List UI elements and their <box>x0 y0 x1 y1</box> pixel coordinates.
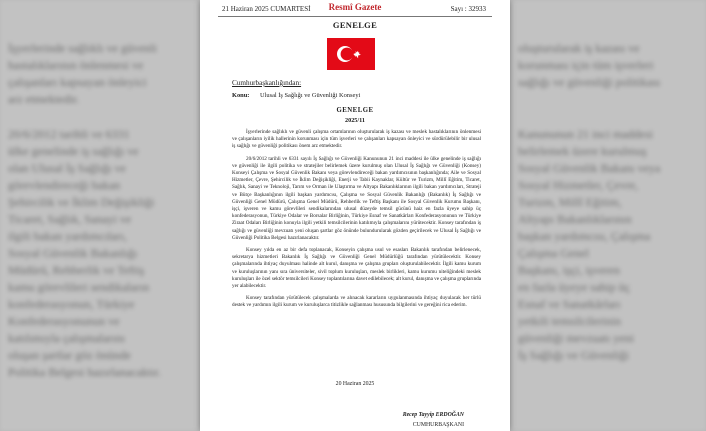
turkish-flag-icon <box>327 38 375 70</box>
circular-number: 2025/11 <box>345 117 365 124</box>
blurred-background-right: oluşturularak iş kazası ve korunması için tüm işverleri sağlığı ve güvenliği politikası Kanununun 21 inci maddesi belirlemek üzere kurulmuş Sosyal Güvenlik Bakanı veya Sosyal Hizmetler, Çevre, Turizm, Millî Eğitim, Altyapı Bakanlıklarının başkan yardımcısı, Çalışma Çalışma Genel Başkanı, işçi, işveren en fazla üyeye sahip üç Esnaf ve Sanatkârları yetkili temsilcilerinin güvenliği mevzuatı yeni İş Sağlığı ve Güvenliği <box>510 0 706 431</box>
issuing-office: Cumhurbaşkanlığından: <box>232 79 302 87</box>
paragraph: 20/6/2012 tarihli ve 6331 sayılı İş Sağlığı ve Güvenliği Kanununun 21 inci maddesi ile ülke genelinde iş sağlığı ve güvenliği ile ilgili politika ve stratejiler belirlemek üzere kurulmuş olan Ulusal İş Sağlığı ve Güvenliği (Konsey) Konseyi Çalışma ve Sosyal Güvenlik Bakanı veya görevlendireceği bakan yardımcısının başkanlığında; Aile ve Sosyal Hizmetler, Çevre, Şehircilik ve İklim Değişikliği, Enerji ve Tabii Kaynaklar, Kültür ve Turizm, Millî Eğitim, Ticaret, Sağlık, Sanayi ve Teknoloji, Tarım ve Orman ile Ulaştırma ve Altyapı Bakanlıklarının ilgili bakan yardımcıları, Strateji ve Bütçe Başkanlığının ilgili başkan yardımcısı, Çalışma ve Sosyal Güvenlik Bakanlığı (Bakanlık) İş Sağlığı ve Güvenliği Genel Müdürü, Çalışma Genel Müdürü, Rehberlik ve Teftiş Başkanı ile Sosyal Güvenlik Kurumu Başkanı, işçi, işveren ve kamu görevlileri sendikalarından ulusal düzeyde temsil gücünü haiz en fazla üyeye sahip üç konfederasyonun, Türkiye Odalar ve Borsalar Birliğinin, Türkiye Esnaf ve Sanatkârları Konfederasyonunun ve Türkiye Ziraat Odaları Birliğinin konuyla ilgili yetkili temsilcilerinin katılımıyla çalışmalarını yürütecektir. Konsey tarafından iş sağlığı ve güvenliği mevzuatı yeni oluşan şartlar göz önünde bulundurularak gözden geçirilecek ve Ulusal İş Sağlığı ve Güvenliği Politika Belgesi hazırlanacaktır. <box>232 155 481 241</box>
subject-label: Konu: <box>232 92 250 99</box>
subject-value: Ulusal İş Sağlığı ve Güvenliği Konseyi <box>260 92 361 99</box>
header-date: 21 Haziran 2025 CUMARTESİ <box>222 5 311 13</box>
paragraph: Konsey yılda en az bir defa toplanacak, Konseyin çalışma usul ve esasları Bakanlık tarafından belirlenecek, sekretarya hizmetleri Bakanlık İş Sağlığı ve Güvenliği Genel Müdürlüğü tarafından yürütülecektir. Konsey çalışmalarında ihtiyaç duyulması halinde alt kurul, danışma ve çalışma grupları oluşturulabilecektir. İlgili kamu kurum ve kuruluşlarının yanı sıra üniversiteler, sivil toplum kuruluşları, meslek birlikleri, kamu kurumu niteliğindeki meslek kuruluşları ile özel sektör temsilcileri Konsey toplantılarına davet edilebilecek; alt kurul, danışma ve çalışma gruplarında yer alabilecektir. <box>232 247 481 290</box>
gazette-header <box>218 0 492 17</box>
circular-title: GENELGE <box>336 107 374 114</box>
issue-number: Sayı : 32933 <box>450 5 486 13</box>
paragraph: Konsey tarafından yürütülecek çalışmalarda ve alınacak kararların uygulanmasında ihtiyaç duyulacak her türlü destek ve yardımın ilgili kurum ve kuruluşlarca titizlikle sağlanması hususunda bilgilerini ve gereğini rica ederim. <box>232 295 481 309</box>
circular-body <box>232 129 481 315</box>
gazette-page <box>200 0 510 431</box>
signatory-name: Recep Tayyip ERDOĞAN <box>402 412 464 418</box>
section-title: GENELGE <box>332 20 378 30</box>
subject-line <box>232 92 360 99</box>
gazette-brand: Resmî Gazete <box>328 2 382 12</box>
signatory-title: CUMHURBAŞKANI <box>412 422 464 428</box>
signing-date: 20 Haziran 2025 <box>335 381 375 387</box>
blurred-background-left: İşyerlerinde sağlıklı ve güvenli hastalıklarının önlenmesi ve çalışanları kapsayan önleyici arz etmektedir. 20/6/2012 tarihli ve 6331 ülke genelinde iş sağlığı ve olan Ulusal İş Sağlığı ve görevlendireceği bakan Şehircilik ve İklim Değişikliği Ticaret, Sağlık, Sanayi ve ilgili bakan yardımcıları, Sosyal Güvenlik Bakanlığı Müdürü, Rehberlik ve Teftiş kamu görevlileri sendikaların konfederasyonun, Türkiye Konfederasyonunun ve katılımıyla çalışmalarını oluşan şartlar göz önünde Politika Belgesi hazırlanacaktır. <box>0 0 200 431</box>
paragraph: İşyerlerinde sağlıklı ve güvenli çalışma ortamlarının oluşturularak iş kazası ve meslek hastalıklarının önlenmesi ve çalışanların iyilik hallerinin korunması için tüm işverleri ve çalışanları kapsayan önleyici ve sürdürülebilir bir ulusal iş sağlığı ve güvenliği politikası önem arz etmektedir. <box>232 129 481 150</box>
